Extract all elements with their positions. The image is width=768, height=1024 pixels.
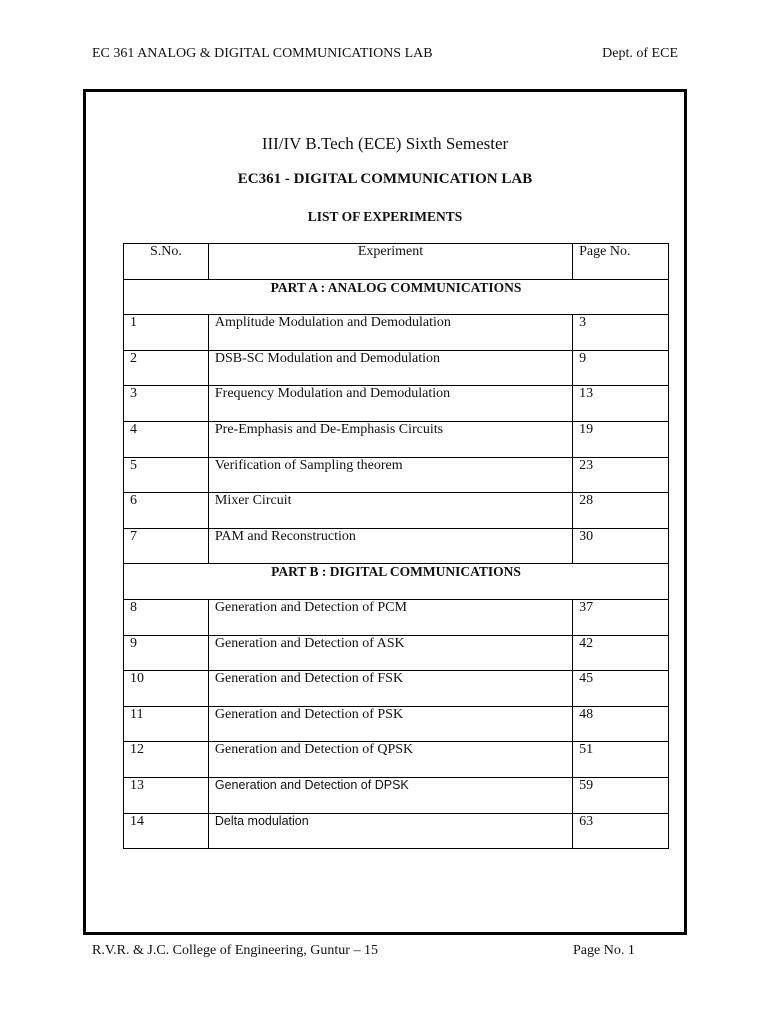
row-experiment: Generation and Detection of FSK	[208, 671, 572, 707]
table-row	[124, 813, 669, 849]
row-page: 51	[573, 742, 669, 778]
column-header-page: Page No.	[573, 244, 669, 280]
row-page: 30	[573, 528, 669, 564]
row-page: 42	[573, 635, 669, 671]
row-sno: 11	[124, 706, 209, 742]
row-page: 48	[573, 706, 669, 742]
row-page: 23	[573, 457, 669, 493]
footer-page-number: Page No. 1	[573, 943, 635, 958]
row-experiment: PAM and Reconstruction	[208, 528, 572, 564]
part-a-heading: PART A : ANALOG COMMUNICATIONS	[124, 279, 669, 315]
row-experiment: Generation and Detection of ASK	[208, 635, 572, 671]
row-experiment: Mixer Circuit	[208, 493, 572, 529]
row-page: 9	[573, 350, 669, 386]
row-sno: 7	[124, 528, 209, 564]
row-experiment: Frequency Modulation and Demodulation	[208, 386, 572, 422]
row-sno: 1	[124, 315, 209, 351]
row-sno: 12	[124, 742, 209, 778]
column-header-experiment: Experiment	[208, 244, 572, 280]
column-header-sno: S.No.	[124, 244, 209, 280]
row-sno: 2	[124, 350, 209, 386]
table-row	[124, 599, 669, 635]
row-sno: 6	[124, 493, 209, 529]
row-experiment: Delta modulation	[208, 813, 572, 849]
row-experiment: Generation and Detection of DPSK	[208, 777, 572, 813]
row-experiment: DSB-SC Modulation and Demodulation	[208, 350, 572, 386]
row-sno: 13	[124, 777, 209, 813]
part-a-heading-row	[124, 279, 669, 315]
row-experiment: Generation and Detection of PSK	[208, 706, 572, 742]
row-experiment: Pre-Emphasis and De-Emphasis Circuits	[208, 421, 572, 457]
table-row	[124, 635, 669, 671]
experiments-table	[123, 243, 669, 849]
row-sno: 14	[124, 813, 209, 849]
table-row	[124, 421, 669, 457]
content-frame	[83, 89, 687, 935]
lab-name: EC361 - DIGITAL COMMUNICATION LAB	[237, 171, 533, 187]
row-experiment: Generation and Detection of QPSK	[208, 742, 572, 778]
table-row	[124, 315, 669, 351]
row-sno: 5	[124, 457, 209, 493]
header-course-title: EC 361 ANALOG & DIGITAL COMMUNICATIONS LAB	[92, 46, 433, 61]
table-row	[124, 386, 669, 422]
row-experiment: Verification of Sampling theorem	[208, 457, 572, 493]
row-sno: 8	[124, 599, 209, 635]
row-page: 28	[573, 493, 669, 529]
row-page: 13	[573, 386, 669, 422]
part-b-heading: PART B : DIGITAL COMMUNICATIONS	[124, 564, 669, 600]
header-department: Dept. of ECE	[602, 46, 678, 61]
row-page: 19	[573, 421, 669, 457]
table-row	[124, 671, 669, 707]
list-title: LIST OF EXPERIMENTS	[307, 209, 463, 224]
row-experiment: Generation and Detection of PCM	[208, 599, 572, 635]
table-row	[124, 742, 669, 778]
row-sno: 9	[124, 635, 209, 671]
row-page: 37	[573, 599, 669, 635]
row-sno: 3	[124, 386, 209, 422]
table-row	[124, 350, 669, 386]
semester-title: III/IV B.Tech (ECE) Sixth Semester	[261, 134, 509, 153]
table-row	[124, 777, 669, 813]
part-b-heading-row	[124, 564, 669, 600]
table-row	[124, 528, 669, 564]
row-page: 45	[573, 671, 669, 707]
footer-college: R.V.R. & J.C. College of Engineering, Guntur – 15	[92, 943, 378, 958]
row-page: 59	[573, 777, 669, 813]
table-row	[124, 706, 669, 742]
table-row	[124, 493, 669, 529]
table-row	[124, 457, 669, 493]
row-experiment: Amplitude Modulation and Demodulation	[208, 315, 572, 351]
row-sno: 10	[124, 671, 209, 707]
row-sno: 4	[124, 421, 209, 457]
row-page: 3	[573, 315, 669, 351]
table-header-row	[124, 244, 669, 280]
row-page: 63	[573, 813, 669, 849]
